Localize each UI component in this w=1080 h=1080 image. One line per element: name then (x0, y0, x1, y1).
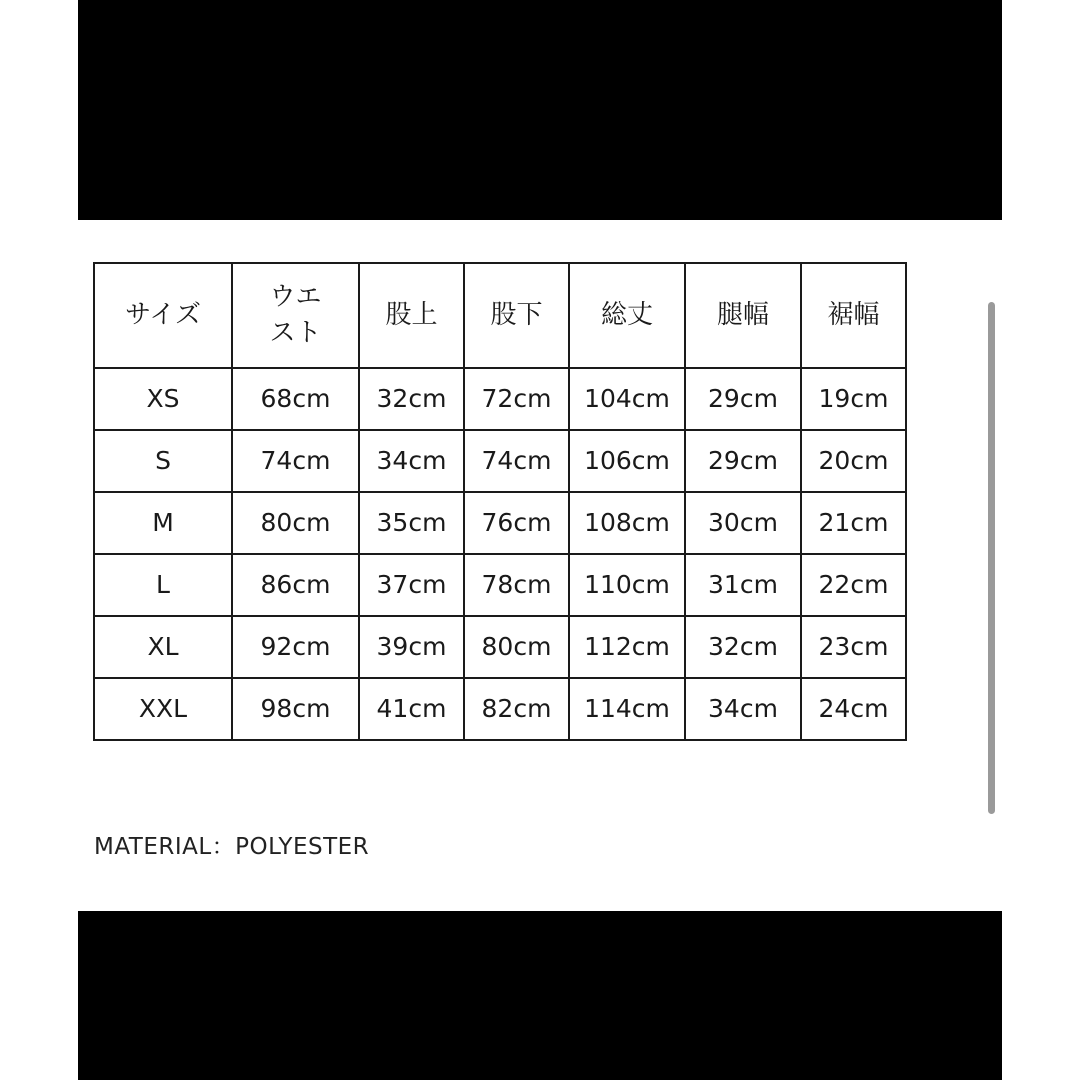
table-cell: 37cm (359, 554, 464, 616)
scrollbar-thumb[interactable] (988, 302, 995, 814)
table-cell: 19cm (801, 368, 906, 430)
table-cell: 32cm (685, 616, 801, 678)
table-row (94, 430, 906, 492)
table-cell: 21cm (801, 492, 906, 554)
table-cell: M (94, 492, 232, 554)
table-cell: 23cm (801, 616, 906, 678)
table-row (94, 368, 906, 430)
header-cell-thigh-width: 腿幅 (685, 263, 801, 368)
table-cell: 74cm (464, 430, 569, 492)
table-row (94, 554, 906, 616)
table-cell: 29cm (685, 368, 801, 430)
table-row (94, 616, 906, 678)
top-black-band (78, 0, 1002, 220)
table-cell: 80cm (464, 616, 569, 678)
header-cell-hem-width: 裾幅 (801, 263, 906, 368)
table-cell: 29cm (685, 430, 801, 492)
table-cell: 31cm (685, 554, 801, 616)
header-cell-size: サイズ (94, 263, 232, 368)
table-cell: 68cm (232, 368, 359, 430)
table-cell: 82cm (464, 678, 569, 740)
table-cell: 30cm (685, 492, 801, 554)
table-cell: 34cm (359, 430, 464, 492)
header-cell-rise: 股上 (359, 263, 464, 368)
table-cell: 72cm (464, 368, 569, 430)
bottom-black-band (78, 911, 1002, 1080)
table-cell: XL (94, 616, 232, 678)
table-cell: 92cm (232, 616, 359, 678)
table-cell: 104cm (569, 368, 685, 430)
table-cell: 114cm (569, 678, 685, 740)
header-cell-total-length: 総丈 (569, 263, 685, 368)
table-cell: 80cm (232, 492, 359, 554)
size-chart-table (93, 262, 907, 741)
table-cell: 24cm (801, 678, 906, 740)
table-cell: 76cm (464, 492, 569, 554)
header-cell-inseam: 股下 (464, 263, 569, 368)
table-cell: 108cm (569, 492, 685, 554)
table-header-row (94, 263, 906, 368)
table-cell: 110cm (569, 554, 685, 616)
table-cell: 35cm (359, 492, 464, 554)
table-cell: 41cm (359, 678, 464, 740)
table-cell: 34cm (685, 678, 801, 740)
table-row (94, 492, 906, 554)
table-cell: 22cm (801, 554, 906, 616)
table-cell: 32cm (359, 368, 464, 430)
header-cell-waist: ウエスト (232, 263, 359, 368)
table-cell: 98cm (232, 678, 359, 740)
table-row (94, 678, 906, 740)
table-cell: XXL (94, 678, 232, 740)
table-cell: 78cm (464, 554, 569, 616)
material-label: MATERIAL：POLYESTER (94, 834, 370, 860)
table-cell: 74cm (232, 430, 359, 492)
table-cell: L (94, 554, 232, 616)
table-cell: 112cm (569, 616, 685, 678)
table-cell: 86cm (232, 554, 359, 616)
table-cell: 20cm (801, 430, 906, 492)
table-cell: S (94, 430, 232, 492)
table-cell: 39cm (359, 616, 464, 678)
table-cell: 106cm (569, 430, 685, 492)
table-cell: XS (94, 368, 232, 430)
